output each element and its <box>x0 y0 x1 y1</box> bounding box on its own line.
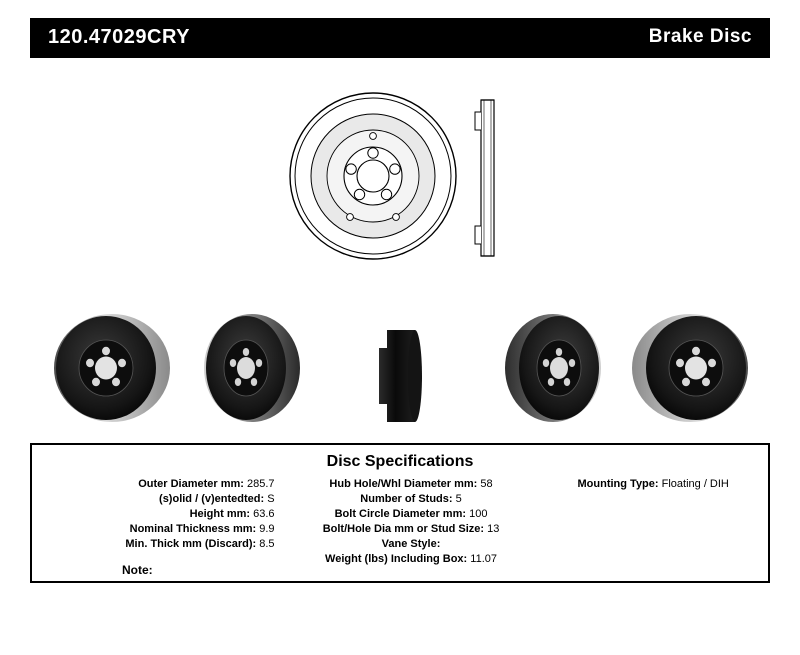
specifications-title: Disc Specifications <box>326 453 474 470</box>
spec-row <box>279 507 544 522</box>
specifications-column-3 <box>544 477 768 567</box>
iso-view-left-center <box>200 313 310 423</box>
spec-row <box>279 477 544 492</box>
spec-value: Floating / DIH <box>661 478 729 490</box>
spec-row <box>38 492 279 507</box>
part-number: 120.47029CRY <box>48 26 191 48</box>
spec-value: 11.07 <box>470 553 497 565</box>
spec-row <box>279 492 544 507</box>
spec-row <box>38 477 279 492</box>
spec-row <box>279 552 544 567</box>
spec-value: 100 <box>469 508 488 520</box>
spec-label: Hub Hole/Whl Diameter mm: <box>329 478 478 490</box>
spec-value: S <box>267 493 275 505</box>
spec-label: Min. Thick mm (Discard): <box>125 538 257 550</box>
spec-value: 285.7 <box>247 478 275 490</box>
spec-label: Outer Diameter mm: <box>138 478 244 490</box>
spec-value: 9.9 <box>259 523 275 535</box>
header-bar <box>30 18 770 58</box>
spec-label: Height mm: <box>189 508 251 520</box>
spec-row <box>279 522 544 537</box>
spec-label: Nominal Thickness mm: <box>129 523 257 535</box>
disc-specifications-panel <box>30 443 770 583</box>
spec-value: 63.6 <box>253 508 275 520</box>
spec-label: Bolt Circle Diameter mm: <box>334 508 467 520</box>
spec-value: 8.5 <box>259 538 275 550</box>
spec-label: Weight (lbs) Including Box: <box>325 553 468 565</box>
spec-label: Number of Studs: <box>360 493 453 505</box>
spec-label: Mounting Type: <box>577 478 659 490</box>
spec-value: 13 <box>487 523 500 535</box>
spec-label: Vane Style: <box>381 538 441 550</box>
specifications-column-2 <box>279 477 544 567</box>
iso-view-left <box>52 313 172 423</box>
spec-label: Bolt/Hole Dia mm or Stud Size: <box>322 523 485 535</box>
spec-row <box>544 477 768 492</box>
note-label: Note: <box>122 563 153 577</box>
technical-drawing-area <box>0 58 800 438</box>
spec-row <box>38 522 279 537</box>
hat-profile-view <box>375 330 427 422</box>
spec-row <box>38 537 279 552</box>
specifications-columns <box>32 477 768 567</box>
spec-row <box>279 537 544 552</box>
front-face-view <box>289 92 457 260</box>
spec-value: 5 <box>455 493 462 505</box>
document-title: Brake Disc <box>648 26 752 47</box>
specifications-column-1 <box>32 477 279 567</box>
iso-view-right-center <box>497 313 607 423</box>
spec-row <box>38 507 279 522</box>
iso-view-right <box>630 313 750 423</box>
spec-label: (s)olid / (v)entedted: <box>159 493 265 505</box>
spec-value: 58 <box>480 478 493 490</box>
cross-section-view <box>470 98 506 258</box>
